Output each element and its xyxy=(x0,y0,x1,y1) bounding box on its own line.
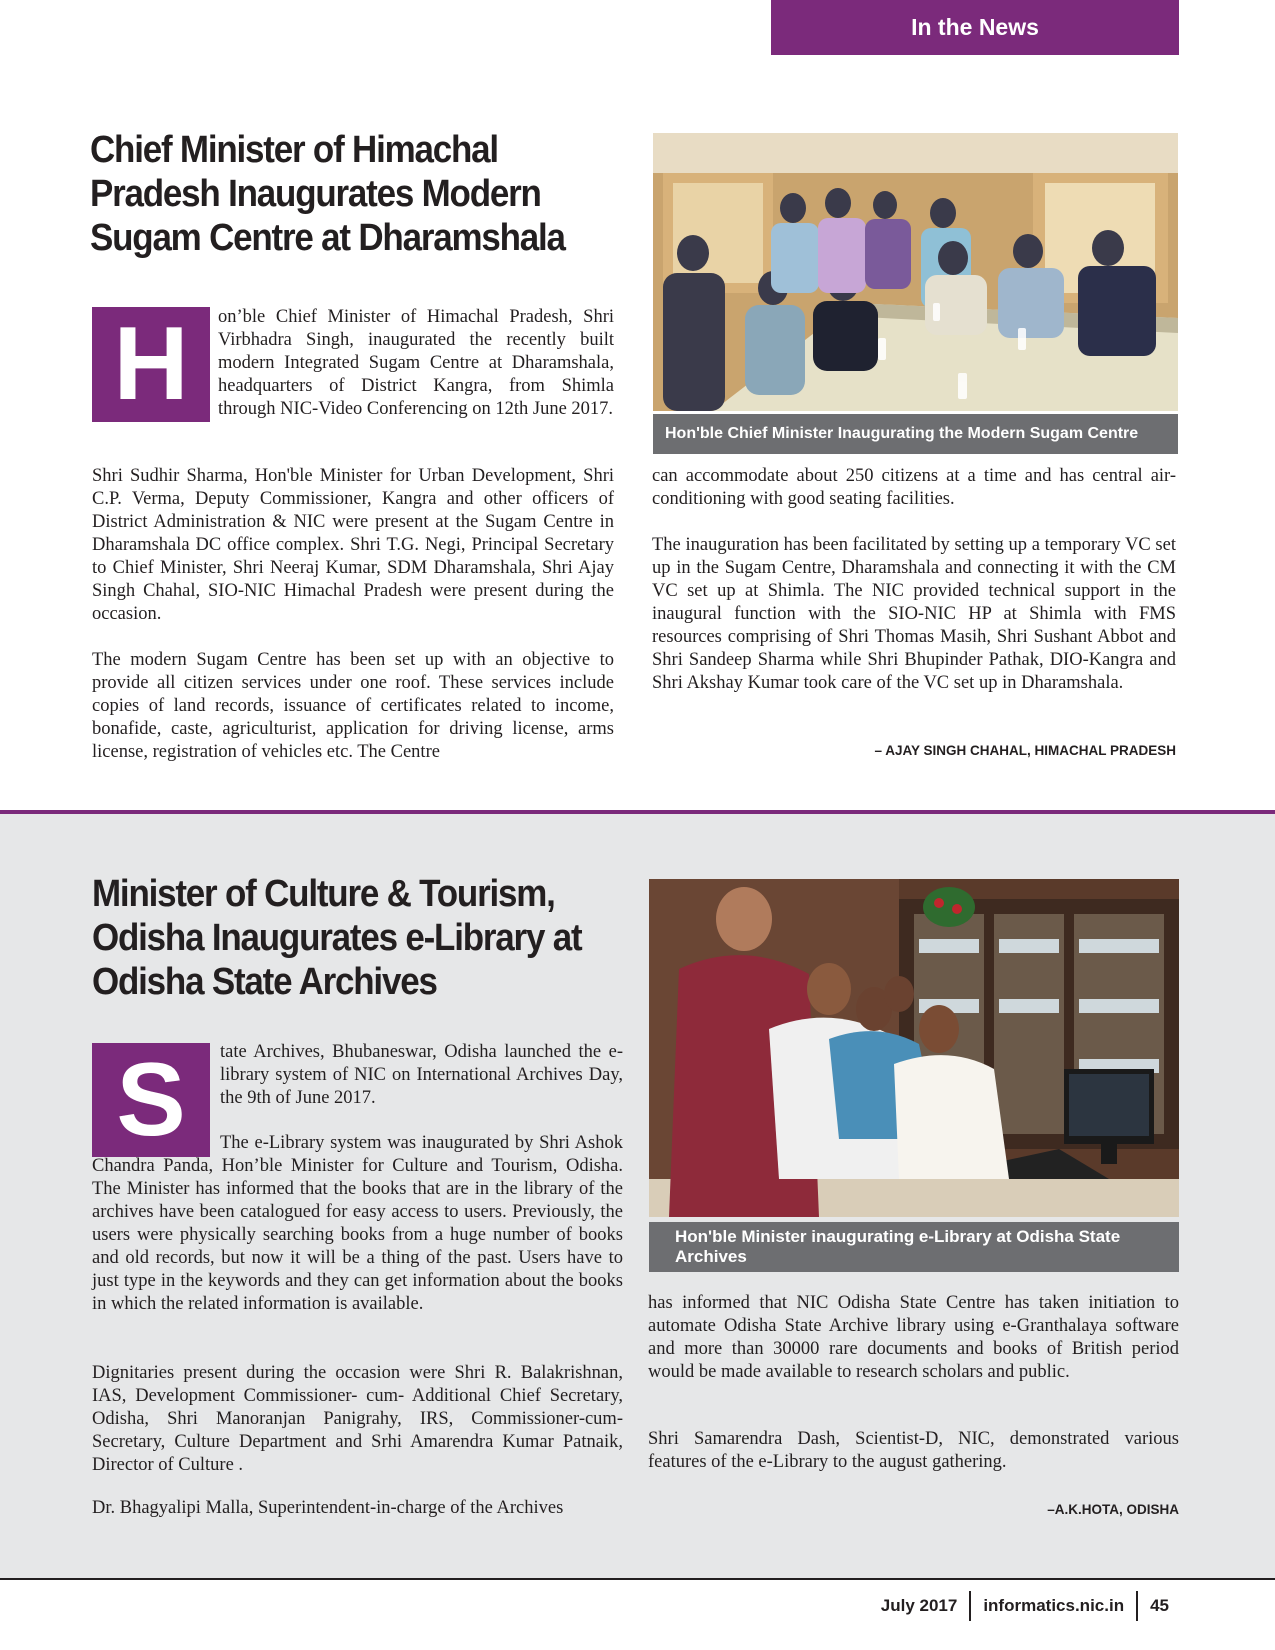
article-2-dropcap: S xyxy=(92,1043,210,1157)
article-2-headline: Minister of Culture & Tourism, Odisha Inaugurates e-Library at Odisha State Archives xyxy=(92,873,582,1003)
page-footer xyxy=(881,1591,1169,1621)
article-1-headline: Chief Minister of Himachal Pradesh Inaugurates Modern Sugam Centre at Dharamshala xyxy=(90,129,565,259)
section-tab xyxy=(771,0,1179,55)
article-1-caption xyxy=(653,414,1178,454)
article-2-paragraph-3: Dr. Bhagyalipi Malla, Superintendent-in-charge of the Archives xyxy=(92,1498,564,1518)
article-2-caption-text: Hon'ble Minister inaugurating e-Library at Odisha State Archives xyxy=(675,1227,1121,1266)
article-2-paragraph-1: The e-Library system was inaugurated by Shri Ashok Chandra Panda, Hon’ble Minister for Culture and Tourism, Odisha. The Minister has informed that the books that are in the library of the archives have been catalogued for easy access to users. Previously, the users were physically searching books from a huge number of books and old records, but now it will be a thing of the past. Users have to just type in the keywords and they can get information about the books in which the related information is available. xyxy=(92,1133,623,1314)
article-1-dropcap: H xyxy=(92,307,210,422)
footer-separator xyxy=(1136,1591,1138,1621)
article-2-paragraph-2: Dignitaries present during the occasion were Shri R. Balakrishnan, IAS, Development Commissioner- cum- Additional Chief Secretary, Odisha, Shri Manoranjan Panigrahy, IRS, Commissioner-cum-Secretary, Culture Department and Srhi Amarendra Kumar Patnaik, Director of Culture . xyxy=(92,1363,623,1475)
article-1-intro: on’ble Chief Minister of Himachal Pradesh, Shri Virbhadra Singh, inaugurated the recently built modern Integrated Sugam Centre at Dharamshala, headquarters of District Kangra, from Shimla through NIC-Video Conferencing on 12th June 2017. xyxy=(218,307,614,419)
meeting-photo-illustration xyxy=(653,133,1178,411)
library-photo-illustration xyxy=(649,879,1179,1217)
article-1-paragraph-3: can accommodate about 250 citizens at a time and has central air-conditioning with good seating facilities. xyxy=(652,466,1176,509)
article-1-caption-text: Hon'ble Chief Minister Inaugurating the Modern Sugam Centre xyxy=(665,425,1139,442)
article-1-paragraph-1: Shri Sudhir Sharma, Hon'ble Minister for Urban Development, Shri C.P. Verma, Deputy Commissioner, Kangra and other officers of District Administration & NIC were present at the Sugam Centre in Dharamshala DC office complex. Shri T.G. Negi, Principal Secretary to Chief Minister, Shri Neeraj Kumar, SDM Dharamshala, Shri Ajay Singh Chahal, SIO-NIC Himachal Pradesh were present during the occasion. xyxy=(92,466,614,624)
footer-rule xyxy=(0,1578,1275,1580)
article-1-photo xyxy=(653,133,1178,411)
article-1-paragraph-4: The inauguration has been facilitated by setting up a temporary VC set up in the Sugam Centre, Dharamshala and connecting it with the CM VC set up at Shimla. The NIC provided technical support in the inaugural function with the SIO-NIC HP at Shimla with FMS resources comprising of Shri Thomas Masih, Shri Sushant Abbot and Shri Sandeep Sharma while Shri Bhupinder Pathak, DIO-Kangra and Shri Akshay Kumar took care of the VC set up in Dharamshala. xyxy=(652,535,1176,693)
section-divider xyxy=(0,810,1275,814)
article-2-caption xyxy=(649,1222,1179,1272)
article-2-paragraph-5: Shri Samarendra Dash, Scientist-D, NIC, demonstrated various features of the e-Library to the august gathering. xyxy=(648,1429,1179,1472)
article-2-photo xyxy=(649,879,1179,1217)
footer-site: informatics.nic.in xyxy=(983,1596,1125,1615)
article-1-paragraph-2: The modern Sugam Centre has been set up with an objective to provide all citizen services under one roof. These services include copies of land records, issuance of certificates related to income, bonafide, caste, agriculturist, application for driving license, arms license, registration of vehicles etc. The Centre xyxy=(92,650,614,762)
article-2-intro: tate Archives, Bhubaneswar, Odisha launched the e-library system of NIC on International Archives Day, the 9th of June 2017. xyxy=(220,1042,623,1108)
article-2-byline: –A.K.HOTA, ODISHA xyxy=(1047,1502,1179,1517)
section-tab-label: In the News xyxy=(911,14,1039,40)
footer-separator xyxy=(969,1591,971,1621)
footer-issue-month: July 2017 xyxy=(880,1596,958,1615)
article-2-paragraph-4: has informed that NIC Odisha State Centre has taken initiation to automate Odisha State Archive library using e-Granthalaya software and more than 30000 rare documents and books of British period would be made available to research scholars and public. xyxy=(648,1293,1179,1382)
footer-page-number: 45 xyxy=(1150,1596,1169,1615)
article-1-byline: – AJAY SINGH CHAHAL, HIMACHAL PRADESH xyxy=(874,743,1176,758)
